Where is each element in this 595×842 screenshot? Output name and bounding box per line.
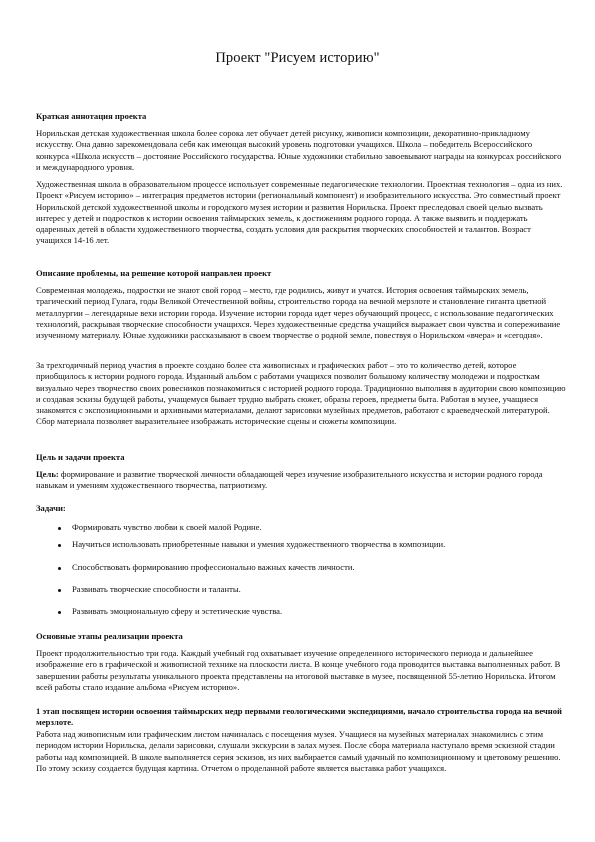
goal-text: формирование и развитие творческой личности обладающей через изучение изобразительного искусства и истории родного города навыкам и умениям художественного творчества, патриотизму. (36, 469, 543, 491)
stage-1-paragraph: Работа над живописным или графическим листом начиналась с посещения музея. Учащиеся на музейных материалах знакомились с этим периодом истории Норильска, делали зарисовки, слушали экскурсии в залах музея. После сбора материала наступало время эскизной стадии работы над композицией. В школе выполняется серия эскизов, из них выбирается самый удачный по композиционному и цветовому решению. По этому эскизу создается будущая картина. Отчетом о проделанной работе является выставка работ учащихся. (36, 729, 561, 773)
goal-paragraph (36, 469, 566, 492)
task-item: Развивать творческие способности и таланты. (72, 584, 241, 594)
bullet (58, 589, 61, 592)
problem-paragraph-1: Современная молодежь, подростки не знают свой город – место, где родились, живут и учатся. История освоения таймырских земель, трагический период Гулага, годы Великой Отечественной войны, строительство города на вечной мерзлоте и становление гиганта цветной металлургии – легендарные вехи истории города. Изучение истории города идет через обучающий процесс, с использование педагогических технологий, раскрывая творческие способности учащихся. Через художественные средства учащийся выражает свои чувства и сопереживание изученному материалу. Юные художники рассказывают в своем творчестве о родной земле, повествуя о Норильском «вчера» и «сегодня». (36, 285, 561, 341)
goal-label: Цель: (36, 469, 59, 479)
task-item: Научиться использовать приобретенные навыки и умения художественного творчества в композиции. (72, 539, 446, 549)
task-item: Способствовать формированию профессионально важных качеств личности. (72, 562, 355, 572)
tasks-heading: Задачи: (36, 503, 66, 513)
page-title: Проект "Рисуем историю" (215, 50, 380, 66)
bullet (58, 567, 61, 570)
problem-heading: Описание проблемы, на решение которой направлен проект (36, 268, 272, 278)
bullet (58, 611, 61, 614)
task-item: Развивать эмоциональную сферу и эстетические чувства. (72, 606, 283, 616)
goals-heading: Цель и задачи проекта (36, 452, 125, 462)
stages-heading: Основные этапы реализации проекта (36, 631, 183, 641)
bullet (58, 544, 61, 547)
stage-1-heading: 1 этап посвящен истории освоения таймырских недр первыми геологическими экспедициями, начало строительства города на вечной мерзлоте. (36, 706, 562, 728)
annotation-heading: Краткая аннотация проекта (36, 111, 147, 121)
task-item: Формировать чувство любви к своей малой Родине. (72, 522, 262, 532)
stages-paragraph: Проект продолжительностью три года. Каждый учебный год охватывает изучение определенного исторического периода и дальнейшее изображение его в графической и живописной технике на плоскости листа. В конце учебного года проводится выставка выполненных работ. В завершении работы результаты уникального проекта представлены на итоговой выставке в музее, посвященной 55-летию Норильска. Итогом всей работы стало издание альбома «Рисуем историю». (36, 648, 561, 692)
bullet (58, 527, 61, 530)
annotation-paragraph-1: Норильская детская художественная школа более сорока лет обучает детей рисунку, живописи композиции, декоративно-прикладному искусству. Она давно зарекомендовала себя как имеющая высокий уровень подготовки учащихся. Школа – победитель Всероссийского конкурса «Школа искусств – достояние Российского государства. Юные художники стабильно завоевывают награды на конкурсах российского и международного уровня. (36, 128, 562, 172)
problem-paragraph-2: За трехгодичный период участия в проекте создано более ста живописных и графических работ – это то количество детей, которое приобщилось к истории родного города. Изданный альбом с работами учащихся позволит большому количеству молодежи и подросткам визуально через творчество своих ровесников познакомиться с историей родного города. Традиционно выполняя в аудитории свою композицию и создавая эскизы будущей работы, учащемуся бывает трудно выбрать сюжет, образы героев, предметы быта. Работая в музее, учащиеся знакомятся с экспозиционными и архивными материалами, делают зарисовки музейных предметов, работают с краеведческой литературой. Сбор материала позволяет выразительнее изображать исторические сцены и сюжеты композиции. (36, 360, 566, 427)
annotation-paragraph-2: Художественная школа в образовательном процессе использует современные педагогические технологии. Проектная технология – одна из них. Проект «Рисуем историю» – интеграция предметов истории (региональный компонент) и изобразительного искусства. Это совместный проект Норильской детской художественной школы и городского музея истории и развития Норильска. Проект преследовал своей целью вызвать интерес у детей и подростков к истории освоения таймырских земель, к достижениям родного города. А также выявить и поддержать одаренных детей в области художественного творчества, создать условия для раскрытия творческих способностей и талантов. Возраст учащихся 14-16 лет. (36, 179, 563, 246)
